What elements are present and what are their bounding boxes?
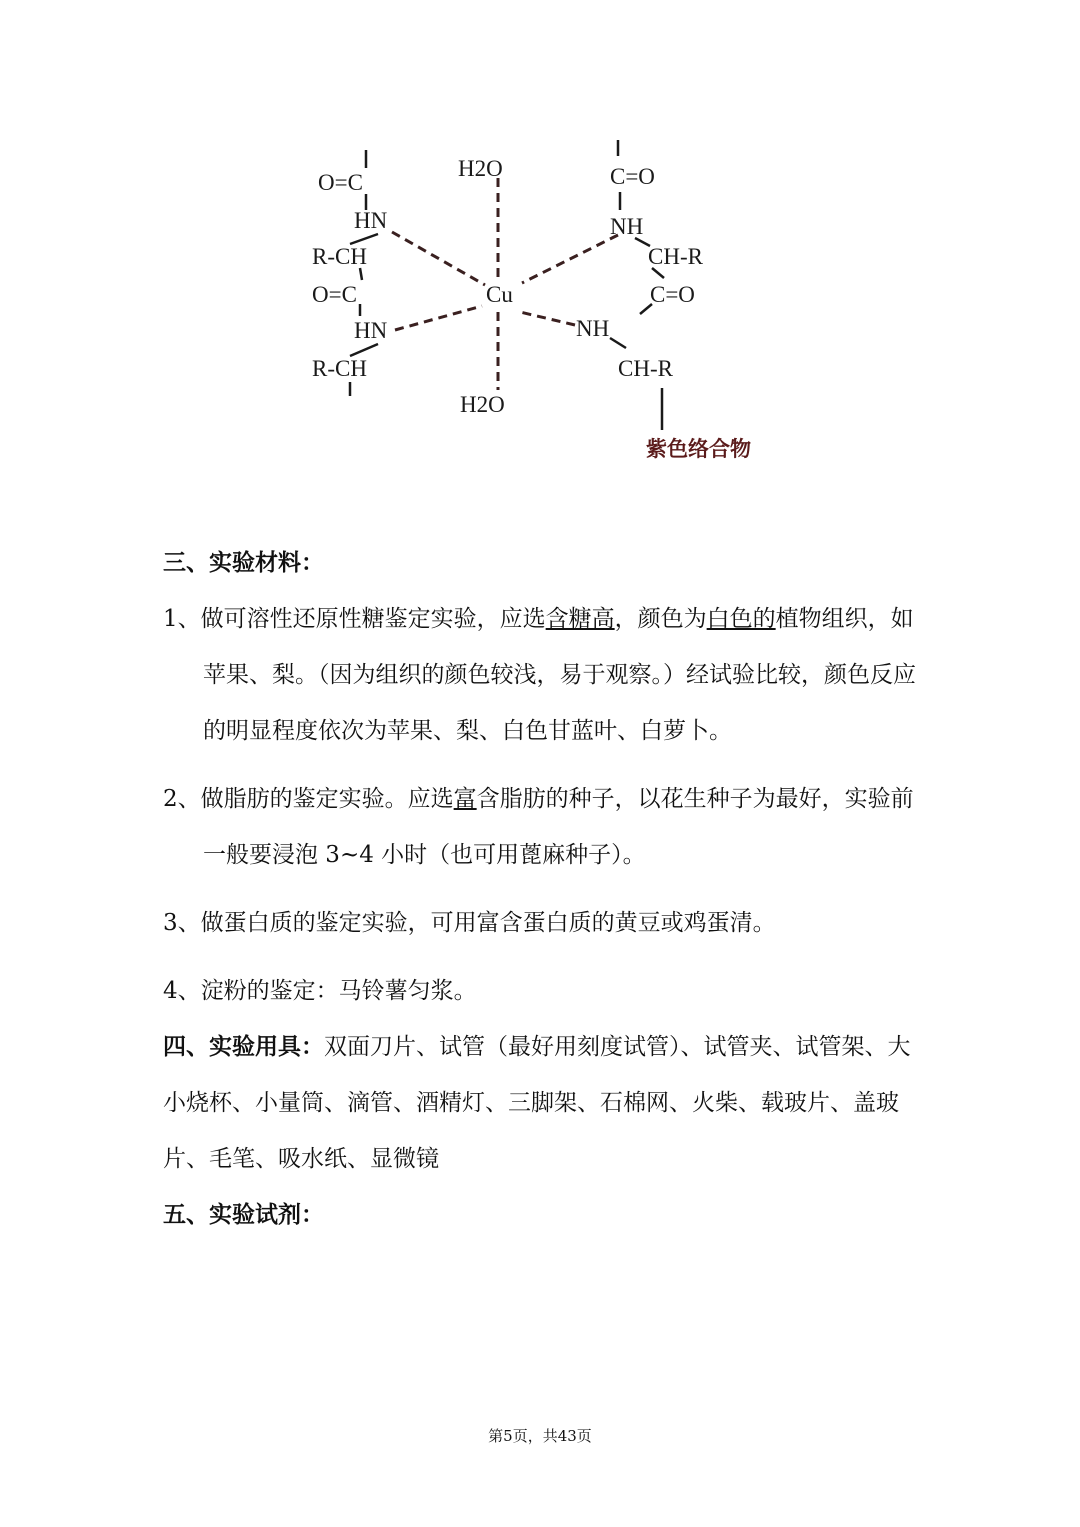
section4-text: 双面刀片、试管（最好用刻度试管）、试管夹、试管架、大小烧杯、小量筒、滴管、酒精灯、三脚架、石棉网、火柴、载玻片、盖玻片、毛笔、吸水纸、显微镜: [163, 1034, 911, 1172]
item-3-number: 3、: [163, 910, 201, 936]
item-2-number: 2、: [163, 786, 201, 812]
left-co-mid: O=C: [312, 282, 357, 307]
water-bottom-label: H2O: [460, 392, 505, 417]
water-top-label: H2O: [458, 156, 503, 181]
left-rch-top: R-CH: [312, 244, 367, 269]
left-hn-top: HN: [354, 208, 388, 233]
item-2-underline: 富: [453, 786, 477, 812]
complex-callout: 紫色络合物: [646, 437, 751, 461]
bond-right-bottom: [520, 312, 575, 325]
backbone-left-4: [360, 268, 362, 280]
item-2-text-b: 含脂肪的种子，以花生种子为最好，实验前一般要浸泡 3~4 小时（也可用蓖麻种子）。: [203, 786, 914, 868]
left-rch-bottom: R-CH: [312, 356, 367, 381]
section3-heading: 三、实验材料：: [163, 550, 324, 576]
item-1: [163, 591, 923, 759]
right-nh-top: NH: [610, 214, 644, 239]
structure-svg: [300, 140, 780, 480]
backbone-left-6: [350, 344, 378, 356]
section4-paragraph: [163, 1019, 923, 1187]
backbone-right-4: [652, 268, 664, 278]
left-hn-bottom: HN: [354, 318, 388, 343]
right-chr-bottom: CH-R: [618, 356, 673, 381]
item-2-text-a: 做脂肪的鉴定实验。应选: [200, 786, 454, 812]
item-1-underline-sugar: 含糖高: [545, 606, 615, 632]
right-chr-top: CH-R: [648, 244, 703, 269]
section4-heading: 四、实验用具：: [163, 1034, 324, 1060]
left-co-top: O=C: [318, 170, 363, 195]
item-2: [163, 771, 923, 883]
item-1-number: 1、: [163, 606, 201, 632]
item-4: [163, 963, 923, 1019]
bond-left-top: [392, 232, 485, 285]
item-3-text: 做蛋白质的鉴定实验，可用富含蛋白质的黄豆或鸡蛋清。: [200, 910, 776, 936]
page-footer: 第5页，共43页: [488, 1427, 592, 1445]
bond-left-bottom: [395, 306, 482, 330]
section5-heading: 五、实验试剂：: [163, 1202, 324, 1228]
item-1-underline-white: 白色的: [706, 606, 776, 632]
document-body: [163, 535, 923, 1243]
item-4-text: 淀粉的鉴定：马铃薯匀浆。: [200, 978, 477, 1004]
item-3: [163, 895, 923, 951]
item-4-number: 4、: [163, 978, 201, 1004]
item-1-text-c: 植物组织，如苹果、梨。（因为组织的颜色较浅，易于观察。）经试验比较，颜色反应的明显程度依次为苹果、梨、白色甘蓝叶、白萝卜。: [203, 606, 916, 744]
backbone-right-6: [610, 338, 626, 348]
item-1-text-b: ，颜色为: [614, 606, 707, 632]
item-1-text-a: 做可溶性还原性糖鉴定实验，应选: [200, 606, 546, 632]
backbone-left-3: [350, 234, 378, 244]
metal-label: Cu: [486, 282, 513, 307]
copper-complex-diagram: [300, 140, 780, 480]
bond-right-top: [522, 235, 618, 283]
right-co-mid: C=O: [650, 282, 695, 307]
right-co-top: C=O: [610, 164, 655, 189]
right-nh-bottom: NH: [576, 316, 610, 341]
